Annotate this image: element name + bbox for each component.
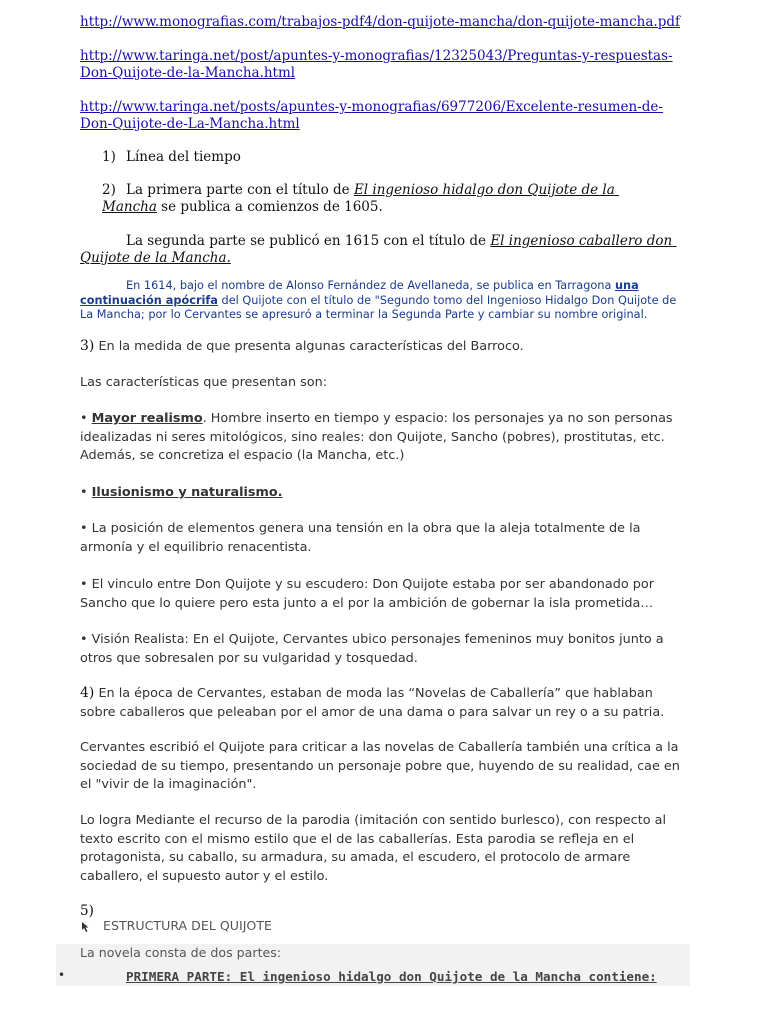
section-4-paragraph-3: Lo logra Mediante el recurso de la parodia (imitación con sentido burlesco), con respecto al texto escrito con el mismo estilo que el de las caballerías. Esta parodia se refleja en el protagonista, su caballo, su armadura, su amada, el escudero, el protocolo de armare caballero, el supuesto autor y el estilo. [80,813,667,884]
paragraph-text: En la época de Cervantes, estaban de moda las “Novelas de Caballería” que hablaban sobre caballeros que peleaban por el amor de una dama o para salvar un rey o a su patria. [80,686,665,720]
list-text: La primera parte con el título de [126,182,354,198]
paragraph-text: del Quijote con el título de "Segundo tomo del Ingenioso Hidalgo Don Quijote de La Mancha; por lo Cervantes se apresuró a terminar la Segunda Parte y cambiar su nombre original. [80,293,677,321]
bullet-mayor-realismo: • Mayor realismo. Hombre inserto en tiempo y espacio: los personajes ya no son personas idealizadas ni seres mitológicos, sino reales: don Quijote, Sancho (pobres), prostitutas, etc. Además, se concretiza el espacio (la Mancha, etc.) [80,411,673,463]
section-number: 3) [80,338,95,354]
section-4-paragraph-1 [80,684,692,722]
bullet-label: Ilusionismo y naturalismo. [91,485,283,500]
list-text: se publica a comienzos de 1605. [156,199,383,215]
caracteristicas-heading: Las características que presentan son: [80,375,328,390]
novela-partes: La novela consta de dos partes: [80,945,282,960]
apocrifa-paragraph [80,279,690,323]
paragraph-text: En la medida de que presenta algunas características del Barroco. [94,339,524,354]
section-4-paragraph-2: Cervantes escribió el Quijote para criticar a las novelas de Caballería también una crítica a la sociedad de su tiempo, presentando un personaje pobre que, huyendo de su realidad, cae en el "vivir de la imaginación". [80,740,680,792]
paragraph-text: En 1614, bajo el nombre de Alonso Fernández de Avellaneda, se publica en Tarragona [126,279,615,292]
book-title: El ingenioso caballero don Quijote de la Mancha. [80,233,677,266]
link-taringa-resumen[interactable]: http://www.taringa.net/posts/apuntes-y-monografias/6977206/Excelente-resumen-de-Don-Quijote-de-La-Mancha.html [80,99,663,132]
list-item-2 [102,182,662,216]
link-monografias[interactable]: http://www.monografias.com/trabajos-pdf4/don-quijote-mancha/don-quijote-mancha.pdf [80,14,680,30]
book-title: El ingenioso hidalgo don Quijote de la Mancha [102,182,620,215]
cursor-icon [79,921,91,933]
list-number: 2) [102,182,116,198]
section-5-number: 5) [80,903,94,919]
section-number: 4) [80,685,95,701]
bullet-vinculo: • El vinculo entre Don Quijote y su escudero: Don Quijote estaba por ser abandonado por Sancho que lo quiere pero esta junto a el por la ambición de gobernar la isla prometida… [80,577,654,611]
list-bullet: • [58,968,66,982]
bullet-ilusionismo: • Ilusionismo y naturalismo. [80,485,283,500]
list-number: 1) [102,149,116,165]
section-3-intro [80,337,692,357]
list-text: Línea del tiempo [126,149,241,165]
bullet-posicion: • La posición de elementos genera una tensión en la obra que la aleja totalmente de la armonía y el equilibrio renacentista. [80,521,641,555]
estructura-heading: ESTRUCTURA DEL QUIJOTE [103,918,272,933]
bullet-label: Mayor realismo [91,411,203,426]
list-item-1 [102,149,241,166]
highlight-text: una continuación apócrifa [80,279,639,307]
bullet-text: . Hombre inserto en tiempo y espacio: los personajes ya no son personas idealizadas ni seres mitológicos, sino reales: don Quijote, Sancho (pobres), prostitutas, etc. Además, se concretiza el espacio (la Mancha, etc.) [80,411,673,463]
link-taringa-preguntas[interactable]: http://www.taringa.net/post/apuntes-y-monografias/12325043/Preguntas-y-respuestas-Don-Quijote-de-la-Mancha.html [80,48,673,81]
bullet-vision-realista: • Visión Realista: En el Quijote, Cervantes ubico personajes femeninos muy bonitos junto a otros que sobresalen por su vulgaridad y tosquedad. [80,632,664,666]
paragraph-text: La segunda parte se publicó en 1615 con el título de [126,233,491,249]
second-part-paragraph [80,233,680,267]
primera-parte-heading: PRIMERA PARTE: El ingenioso hidalgo don Quijote de la Mancha contiene: [126,969,657,984]
